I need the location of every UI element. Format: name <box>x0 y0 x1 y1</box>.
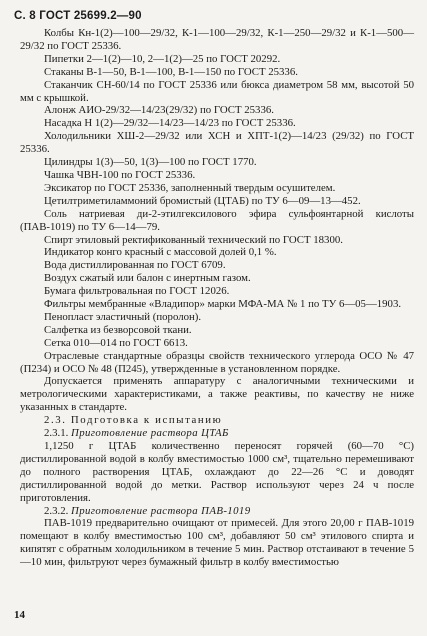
paragraph: Воздух сжатый или балон с инертным газом. <box>44 272 251 285</box>
section-heading: 2.3. Подготовка к испытанию <box>44 414 223 427</box>
paragraph: Вода дистиллированная по ГОСТ 6709. <box>44 259 226 272</box>
paragraph: Алонж АИО-29/32—14/23(29/32) по ГОСТ 25336. <box>44 104 274 117</box>
paragraph: Индикатор конго красный с массовой долей 0,1 %. <box>44 246 277 259</box>
subsection-number: 2.3.2. <box>44 504 69 517</box>
paragraph: Эксикатор по ГОСТ 25336, заполненный твердым осушителем. <box>44 181 336 194</box>
page-number: 14 <box>14 609 25 621</box>
document-body <box>20 27 414 569</box>
paragraph: Сетка 010—014 по ГОСТ 6613. <box>44 336 188 349</box>
paragraph: Спирт этиловый ректификованный технический по ГОСТ 18300. <box>44 233 343 246</box>
subsection-title: Приготовление раствора ЦТАБ <box>71 427 229 440</box>
paragraph: Цетилтриметиламмоний бромистый (ЦТАБ) по ТУ 6—09—13—452. <box>44 194 361 207</box>
subsection-heading <box>20 505 414 518</box>
paragraph: Колбы Кн-1(2)—100—29/32, К-1—100—29/32, К-1—250—29/32 и К-1—500—29/32 по ГОСТ 25336. <box>20 27 414 52</box>
subsection-heading <box>20 427 414 440</box>
paragraph: Стаканы В-1—50, В-1—100, В-1—150 по ГОСТ 25336. <box>44 65 298 78</box>
paragraph: ПАВ-1019 предварительно очищают от примесей. Для этого 20,00 г ПАВ-1019 помещают в колбу вместимостью 100 см³, добавляют 50 см³ этилового спирта и кипятят с обратным холодильником в течение 5 мин. Раствор отстаивают в течение 5—10 мин, фильтруют через бумажный фильтр в колбу вместимостью <box>20 517 414 569</box>
paragraph: Насадка Н 1(2)—29/32—14/23—14/23 по ГОСТ 25336. <box>44 117 296 130</box>
paragraph: Фильтры мембранные «Владипор» марки МФА-МА № 1 по ТУ 6—05—1903. <box>44 298 402 311</box>
paragraph: Отраслевые стандартные образцы свойств технического углерода ОСО № 47 (П234) и ОСО № 48 (П245), утвержденные в установленном порядке. <box>20 349 414 375</box>
paragraph: Допускается применять аппаратуру с аналогичными техническими и метрологическими характеристиками, а также реактивы, по качеству не ниже указанных в стандарте. <box>20 375 414 414</box>
paragraph: Стаканчик СН-60/14 по ГОСТ 25336 или бюкса диаметром 58 мм, высотой 50 мм с крышкой. <box>20 78 414 104</box>
subsection-title: Приготовление раствора ПАВ-1019 <box>71 504 251 517</box>
paragraph: Салфетка из безворсовой ткани. <box>44 323 192 336</box>
subsection-number: 2.3.1. <box>44 427 69 440</box>
paragraph: Бумага фильтровальная по ГОСТ 12026. <box>44 285 230 298</box>
paragraph: Чашка ЧВН-100 по ГОСТ 25336. <box>44 168 196 181</box>
paragraph: Соль натриевая ди-2-этилгексилового эфира сульфоянтарной кислоты (ПАВ-1019) по ТУ 6—14—79. <box>20 207 414 233</box>
paragraph: Пенопласт эластичный (поролон). <box>44 310 202 323</box>
paragraph: 1,1250 г ЦТАБ количественно переносят горячей (60—70 °С) дистиллированной водой в колбу вместимостью 1000 см³, тщательно перемешивают до полного растворения ЦТАБ, охлаждают до 22—26 °С и доводят дистиллированной водой до метки. Раствор используют через 24 ч после приготовления. <box>20 440 414 504</box>
page-header: С. 8 ГОСТ 25699.2—90 <box>14 10 142 22</box>
paragraph: Цилиндры 1(3)—50, 1(3)—100 по ГОСТ 1770. <box>44 156 257 169</box>
paragraph: Пипетки 2—1(2)—10, 2—1(2)—25 по ГОСТ 20292. <box>44 52 281 65</box>
paragraph: Холодильники ХШ-2—29/32 или ХСН и ХПТ-1(2)—14/23 (29/32) по ГОСТ 25336. <box>20 130 414 156</box>
